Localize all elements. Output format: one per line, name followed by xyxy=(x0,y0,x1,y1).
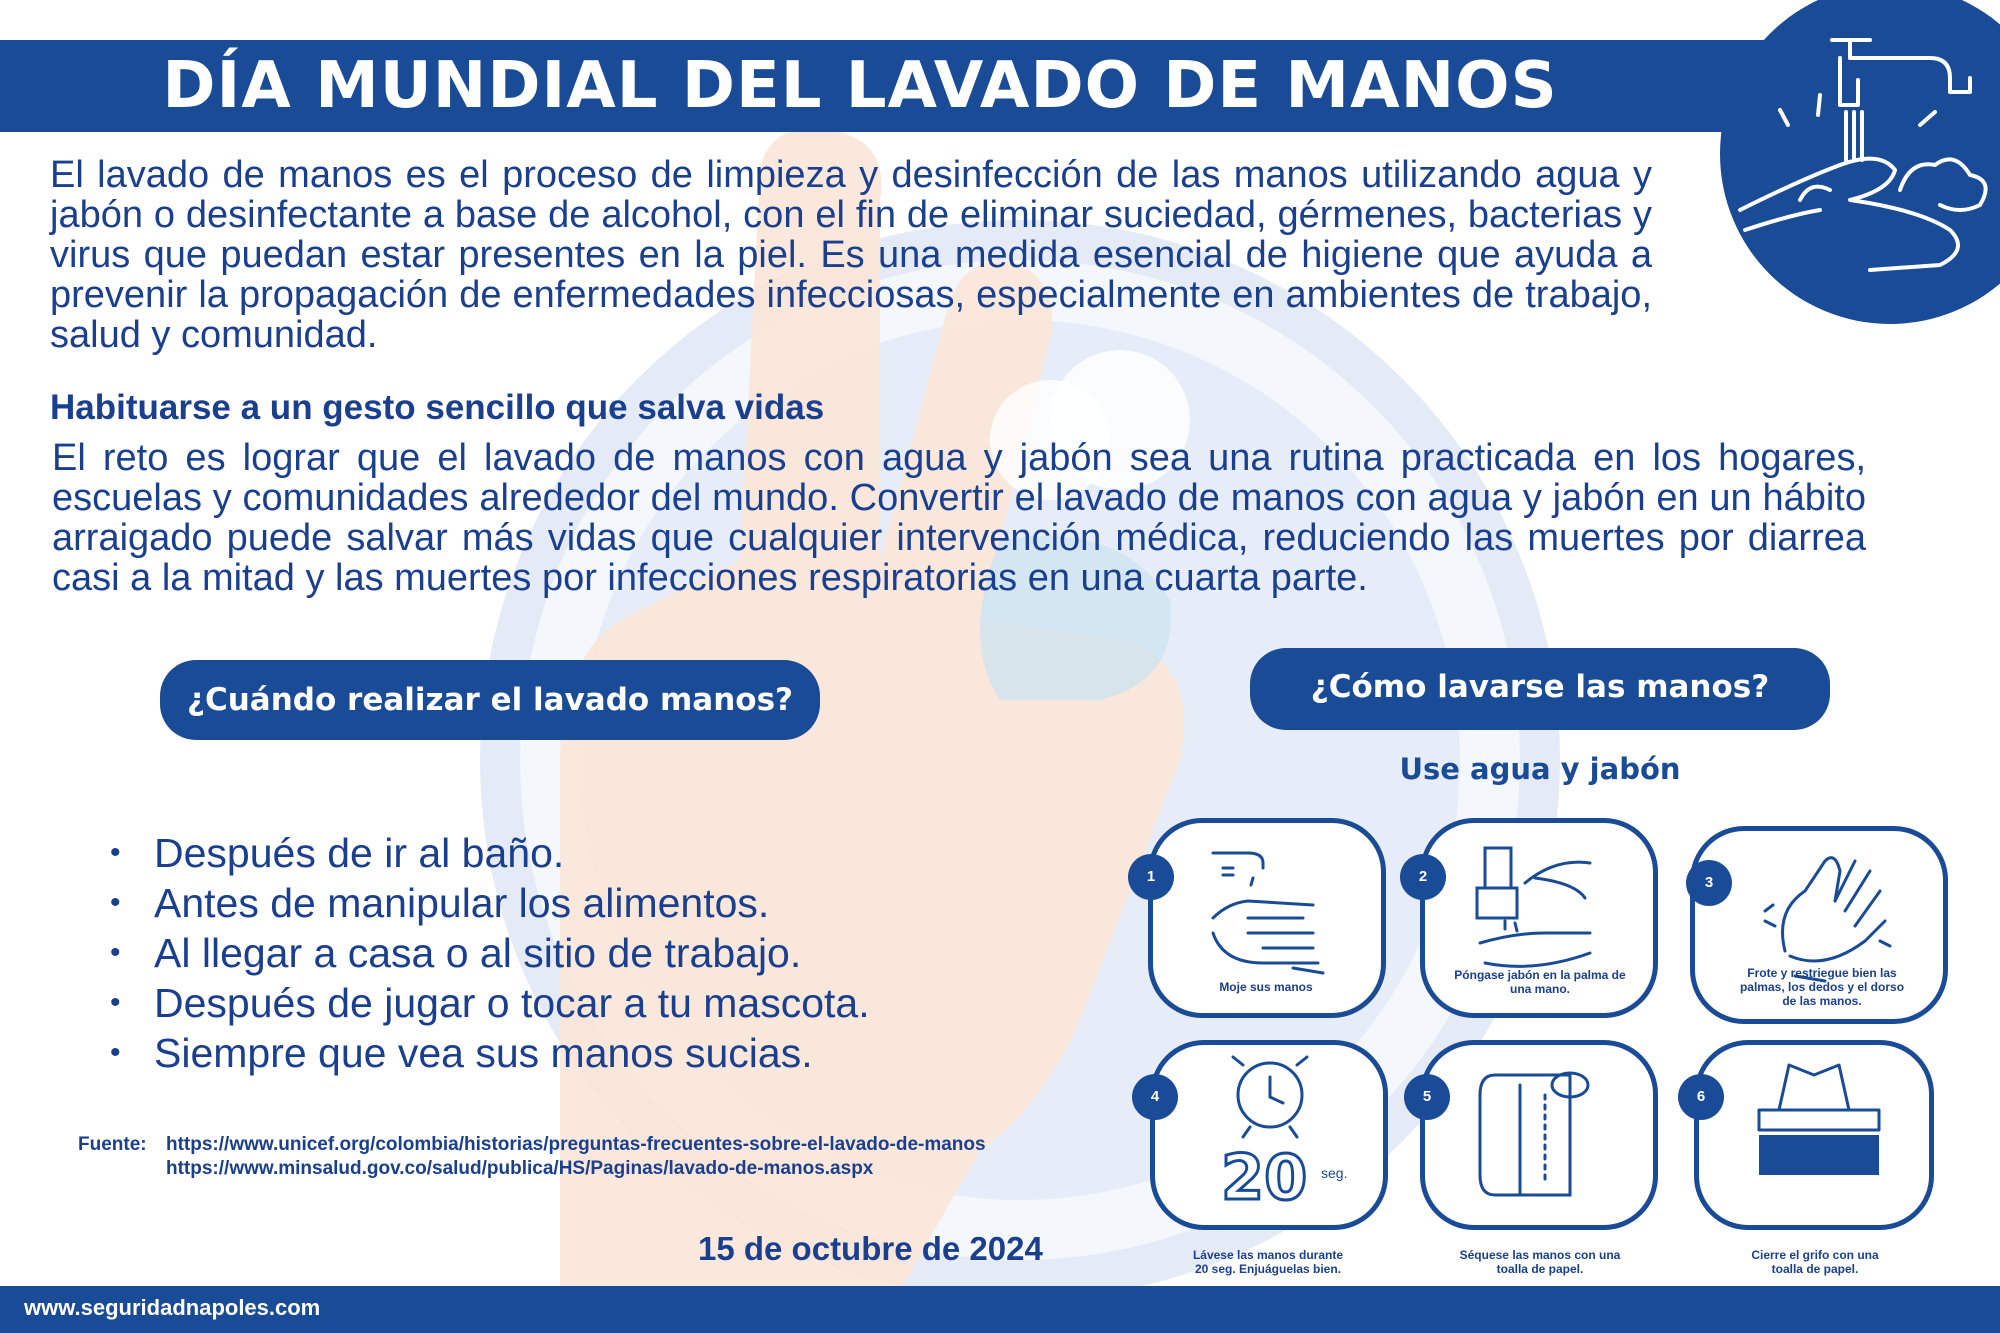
step-number-2: 2 xyxy=(1400,854,1446,900)
step-card-6 xyxy=(1694,1040,1934,1230)
step-caption-2: Póngase jabón en la palma de una mano. xyxy=(1454,968,1626,996)
step-card-5 xyxy=(1420,1040,1658,1230)
tissue-box-icon xyxy=(1699,1045,1939,1235)
source-block xyxy=(78,1133,986,1181)
source-url-2[interactable]: https://www.minsalud.gov.co/salud/publica/HS/Paginas/lavado-de-manos.aspx xyxy=(166,1158,874,1179)
list-item: • Después de ir al baño. xyxy=(110,828,870,878)
list-item: • Siempre que vea sus manos sucias. xyxy=(110,1028,870,1078)
source-url-1[interactable]: https://www.unicef.org/colombia/historias/preguntas-frecuentes-sobre-el-lavado-de-manos xyxy=(166,1134,986,1155)
habit-paragraph: El reto es lograr que el lavado de manos con agua y jabón sea una rutina practicada en los hogares, escuelas y comunidades alrededor del mundo. Convertir el lavado de manos con agua y jabón en un hábito arraigado puede salvar más vidas que cualquier intervención médica, reduciendo las muertes por diarrea casi a la mitad y las muertes por infecciones respiratorias en una cuarta parte. xyxy=(52,437,1866,599)
timer-unit: seg. xyxy=(1321,1165,1348,1181)
step-caption-3: Frote y restriegue bien las palmas, los dedos y el dorso de las manos. xyxy=(1739,966,1905,1008)
step-caption-6: Cierre el grifo con una toalla de papel. xyxy=(1751,1248,1879,1276)
list-item: • Antes de manipular los alimentos. xyxy=(110,878,870,928)
use-water-soap-subtitle: Use agua y jabón xyxy=(1399,752,1681,786)
habit-heading: Habituarse a un gesto sencillo que salva vidas xyxy=(50,388,825,427)
timer-value: 20 xyxy=(1221,1141,1308,1214)
list-item: • Al llegar a casa o al sitio de trabajo. xyxy=(110,928,870,978)
when-list xyxy=(110,828,870,1078)
step-number-4: 4 xyxy=(1132,1074,1178,1120)
page-title: DÍA MUNDIAL DEL LAVADO DE MANOS xyxy=(162,49,1558,123)
step-caption-5: Séquese las manos con una toalla de papel. xyxy=(1459,1248,1621,1276)
intro-paragraph: El lavado de manos es el proceso de limpieza y desinfección de las manos utilizando agua y jabón o desinfectante a base de alcohol, con el fin de eliminar suciedad, gérmenes, bacterias y virus que puedan estar presentes en la piel. Es una medida esencial de higiene que ayuda a prevenir la propagación de enfermedades infecciosas, especialmente en ambientes de trabajo, salud y comunidad. xyxy=(50,154,1652,356)
step-card-4 xyxy=(1150,1040,1388,1230)
source-label: Fuente: xyxy=(78,1134,147,1155)
step-caption-4: Lávese las manos durante 20 seg. Enjuáguelas bien. xyxy=(1192,1248,1344,1276)
how-heading-pill: ¿Cómo lavarse las manos? xyxy=(1250,648,1830,730)
event-date: 15 de octubre de 2024 xyxy=(698,1230,1043,1267)
step-number-1: 1 xyxy=(1128,854,1174,900)
paper-towel-roll-icon xyxy=(1425,1045,1663,1235)
step-number-3: 3 xyxy=(1686,860,1732,906)
step-number-5: 5 xyxy=(1404,1074,1450,1120)
step-caption-1: Moje sus manos xyxy=(1219,980,1313,994)
step-number-6: 6 xyxy=(1678,1074,1724,1120)
footer-website-link[interactable]: www.seguridadnapoles.com xyxy=(24,1295,321,1320)
when-heading-pill: ¿Cuándo realizar el lavado manos? xyxy=(160,660,820,740)
list-item: • Después de jugar o tocar a tu mascota. xyxy=(110,978,870,1028)
faucet-hands-icon xyxy=(1720,0,2000,330)
